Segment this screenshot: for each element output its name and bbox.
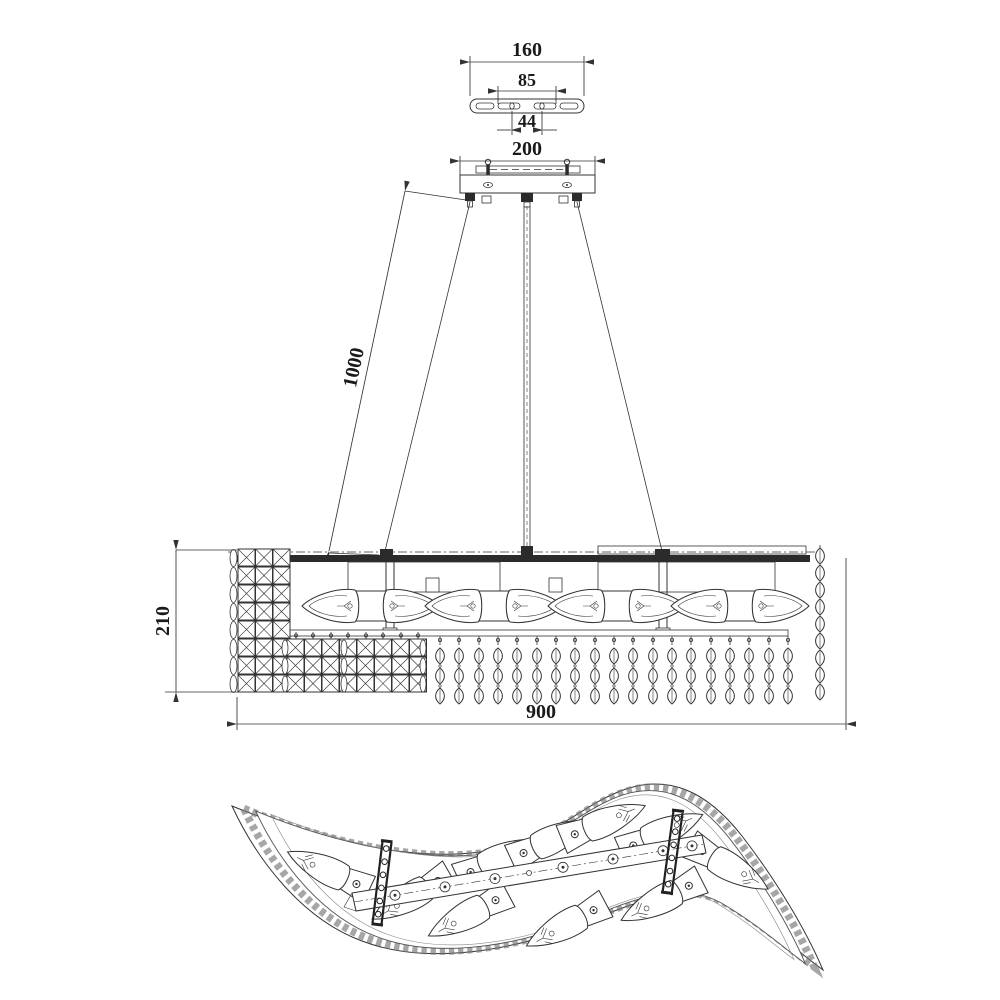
- fixture-front-view: [228, 545, 824, 704]
- canopy-assembly: [460, 159, 595, 207]
- dim-canopy-length: [460, 138, 595, 176]
- fixture-plan-view: [232, 784, 823, 970]
- crystal-panel-left: [230, 549, 290, 693]
- dim-label-slot-spacing: 85: [518, 70, 536, 90]
- dim-label-suspension-drop: 1000: [339, 345, 369, 390]
- canopy-plate: [460, 175, 595, 193]
- dim-label-body-height: 210: [152, 606, 174, 636]
- bead-strings: [436, 636, 793, 704]
- dim-label-body-length: 900: [526, 701, 556, 723]
- bead-rail: [283, 630, 788, 636]
- suspension-wires: [385, 202, 662, 551]
- crystal-panel-lower: [282, 632, 427, 692]
- dim-bracket-hole-spacing: [497, 111, 557, 135]
- dim-label-hole-spacing: 44: [518, 111, 536, 131]
- dim-label-canopy-length: 200: [512, 138, 542, 160]
- fixture-top-bar: [237, 555, 810, 562]
- bead-string-right-end: [816, 545, 825, 700]
- cable-clamp: [521, 546, 533, 556]
- dim-label-bracket-length: 160: [512, 39, 542, 61]
